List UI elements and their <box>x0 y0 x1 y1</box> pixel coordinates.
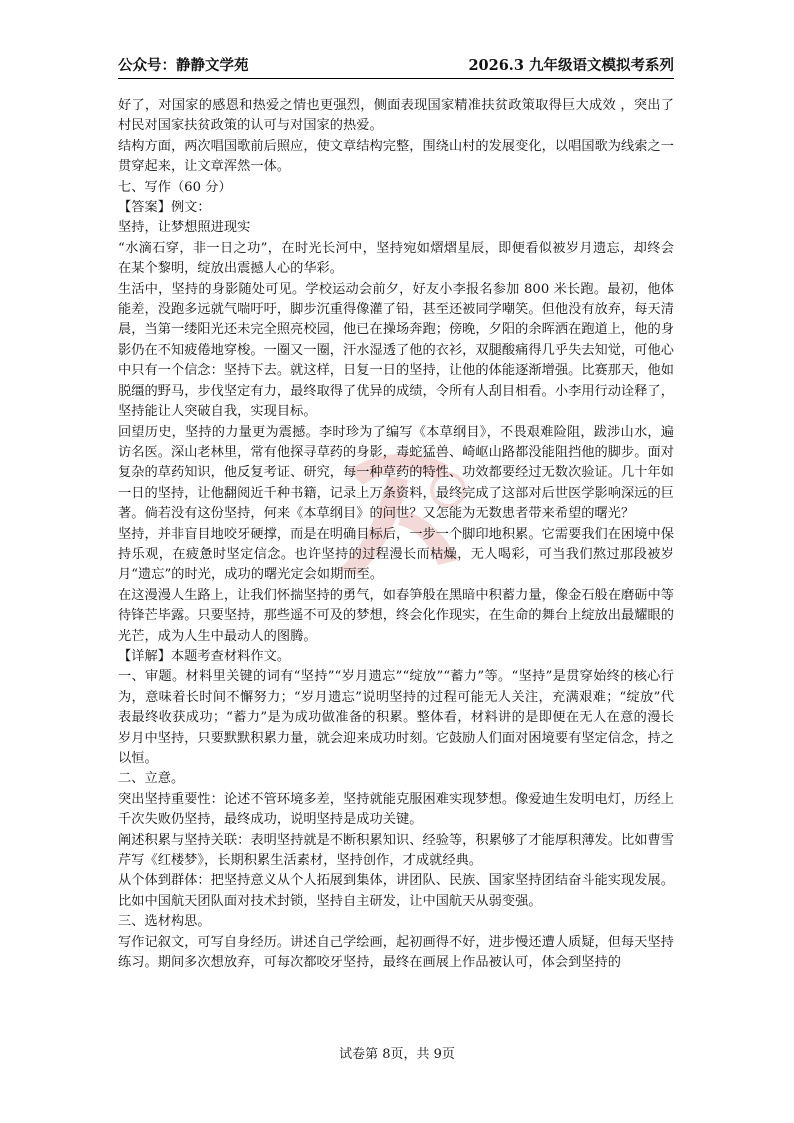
answer-label: 【答案】例文： <box>118 200 211 216</box>
paragraph: 结构方面，两次唱国歌前后照应，使文章结构完整，围绕山村的发展变化，以唱国歌为线索之一贯穿起来，让文章浑然一体。 <box>118 138 674 175</box>
paragraph: 写作记叙文，可写自身经历。讲述自己学绘画，起初画得不好，进步慢还遭人质疑，但每天坚持练习。期间多次想放弃，可每次都咬牙坚持，最终在画展上作品被认可，体会到坚持的 <box>118 934 674 971</box>
paragraph: “水滴石穿，非一日之功”，在时光长河中，坚持宛如熠熠星辰，即便看似被岁月遗忘，却终会在某个黎明，绽放出震撼人心的华彩。 <box>118 240 674 277</box>
paragraph: 在这漫漫人生路上，让我们怀揣坚持的勇气，如春笋般在黑暗中积蓄力量，像金石般在磨砺中等待锋芒毕露。只要坚持，那些遥不可及的梦想，终会化作现实，在生命的舞台上绽放出最耀眼的光芒，成为人生中最动人的图腾。 <box>118 587 674 644</box>
paragraph: 一、审题。材料里关键的词有“坚持”“岁月遗忘”“绽放”“蓄力”等。“坚持”是贯穿始终的核心行为，意味着长时间不懈努力；“岁月遗忘”说明坚持的过程可能无人关注，充满艰难；“绽放”代表最终收获成功；“蓄力”是为成功做准备的积累。整体看，材料讲的是即便在无人在意的漫长岁月中坚持，只要默默积累力量，就会迎来成功时刻。它鼓励人们面对困境要有坚定信念，持之以恒。 <box>118 669 674 766</box>
paragraph: 生活中，坚持的身影随处可见。学校运动会前夕，好友小李报名参加 800 米长跑。最初，他体能差，没跑多远就气喘吁吁，脚步沉重得像灌了铅，甚至还被同学嘲笑。但他没有放弃，每天清晨，当第一缕阳光还未完全照亮校园，他已在操场奔跑；傍晚，夕阳的余晖洒在跑道上，他的身影仍在不知疲倦地穿梭。一圈又一圈，汗水湿透了他的衣衫，双腿酸痛得几乎失去知觉，可他心中只有一个信念：坚持下去。就这样，日复一日的坚持，让他的体能逐渐增强。比赛那天，他如脱缰的野马，步伐坚定有力，最终取得了优异的成绩，令所有人刮目相看。小李用行动诠释了，坚持能让人突破自我，实现目标。 <box>118 281 674 420</box>
paragraph: 突出坚持重要性：论述不管环境多差，坚持就能克服困难实现梦想。像爱迪生发明电灯，历经上千次失败仍坚持，最终成功，说明坚持是成功关键。 <box>118 791 674 828</box>
header-source: 公众号：静静文学苑 <box>118 57 249 74</box>
section-heading: 二、立意。 <box>118 771 185 787</box>
section-heading: 七、写作（60 分） <box>118 179 232 195</box>
essay-title: 坚持，让梦想照进现实 <box>118 220 251 236</box>
header-series-title: 2026.3 九年级语文模拟考系列 <box>468 57 674 74</box>
paragraph: 回望历史，坚持的力量更为震撼。李时珍为了编写《本草纲目》，不畏艰难险阻，跋涉山水，遍访名医。深山老林里，常有他探寻草药的身影，毒蛇猛兽、崎岖山路都没能阻挡他的脚步。面对复杂的草药知识，他反复考证、研究，每一种草药的特性、功效都要经过无数次验证。几十年如一日的坚持，让他翻阅近千种书籍，记录上万条资料，最终完成了这部对后世医学影响深远的巨著。倘若没有这份坚持，何来《本草纲目》的问世？又怎能为无数患者带来希望的曙光？ <box>118 424 674 522</box>
explanation-label: 【详解】本题考查材料作文。 <box>118 648 291 664</box>
page-footer: 试卷第 8页，共 9页 <box>339 1047 455 1062</box>
paragraph: 阐述积累与坚持关联：表明坚持就是不断积累知识、经验等，积累够了才能厚积薄发。比如曹雪芹写《红楼梦》，长期积累生活素材，坚持创作，才成就经典。 <box>118 832 674 869</box>
paragraph: 好了，对国家的感恩和热爱之情也更强烈，侧面表现国家精准扶贫政策取得巨大成效 ，突出了村民对国家扶贫政策的认可与对国家的热爱。 <box>118 98 674 134</box>
paragraph: 从个体到群体：把坚持意义从个人拓展到集体，讲团队、民族、国家坚持团结奋斗能实现发展。比如中国航天团队面对技术封锁，坚持自主研发，让中国航天从弱变强。 <box>118 873 674 909</box>
paragraph: 坚持，并非盲目地咬牙硬撑，而是在明确目标后，一步一个脚印地积累。它需要我们在困境中保持乐观，在疲惫时坚定信念。也许坚持的过程漫长而枯燥，无人喝彩，可当我们熬过那段被岁月“遗忘”的时光，成功的曙光定会如期而至。 <box>118 526 674 583</box>
section-heading: 三、选材构思。 <box>118 914 211 930</box>
page-header <box>118 56 674 79</box>
document-body <box>118 96 674 973</box>
